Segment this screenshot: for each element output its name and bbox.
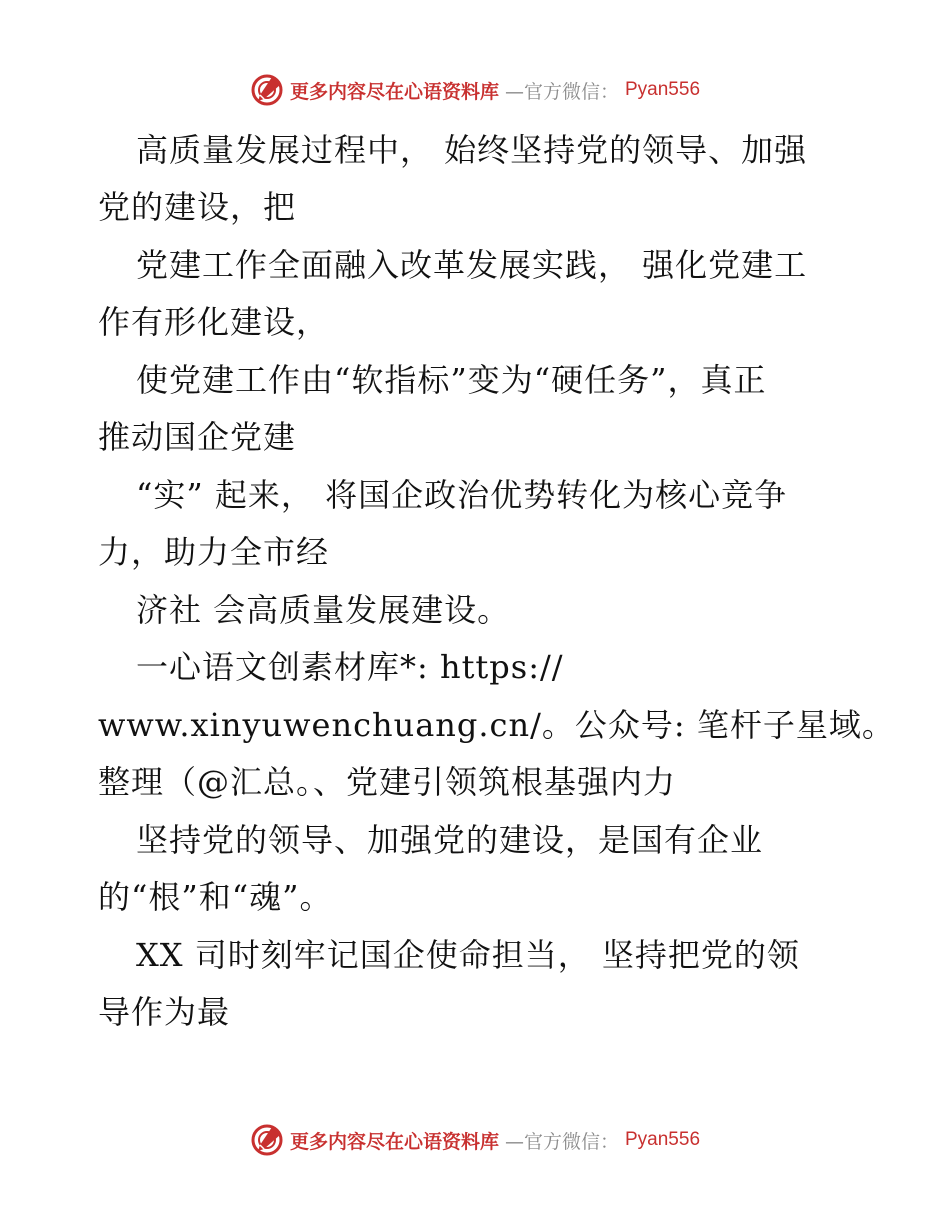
body-line: 作有形化建设，	[98, 303, 330, 341]
body-line: 济社 会高质量发展建设。	[136, 591, 511, 629]
footer-banner	[0, 1120, 950, 1160]
footer-banner-text: 更多内容尽在心语资料库	[289, 1130, 499, 1153]
body-line: 使党建工作由“软指标”变为“硬任务”，真正	[136, 361, 767, 399]
body-line: 坚持党的领导、加强党的建设，是国有企业	[136, 821, 764, 859]
body-line: 党建工作全面融入改革发展实践， 强化党建工	[136, 246, 808, 284]
body-line: 的“根”和“魂”。	[98, 878, 333, 916]
footer-banner-separator: —官方微信：	[504, 1130, 619, 1153]
body-line: 高质量发展过程中， 始终坚持党的领导、加强	[136, 131, 808, 169]
body-line: www.xinyuwenchuang.cn/。公众号: 笔杆子星域。	[98, 706, 895, 744]
body-line: “实” 起来， 将国企政治优势转化为核心竞争	[136, 476, 788, 514]
body-line: 推动国企党建	[98, 418, 297, 456]
header-banner-separator: —官方微信：	[504, 80, 619, 103]
pen-logo-icon	[250, 73, 284, 107]
body-line: 一心语文创素材库*: https://	[136, 648, 564, 686]
footer-wechat-id: Pyan556	[625, 1129, 701, 1150]
body-line: 力，助力全市经	[98, 533, 330, 571]
body-line: 整理（@汇总。、党建引领筑根基强内力	[98, 763, 677, 801]
body-line: 导作为最	[98, 993, 231, 1031]
body-line: 党的建设，把	[98, 188, 297, 226]
header-wechat-id: Pyan556	[625, 79, 701, 100]
header-banner-text: 更多内容尽在心语资料库	[289, 80, 499, 103]
pen-logo-icon	[250, 1123, 284, 1157]
body-line: XX 司时刻牢记国企使命担当， 坚持把党的领	[136, 936, 800, 974]
header-banner	[0, 70, 950, 110]
